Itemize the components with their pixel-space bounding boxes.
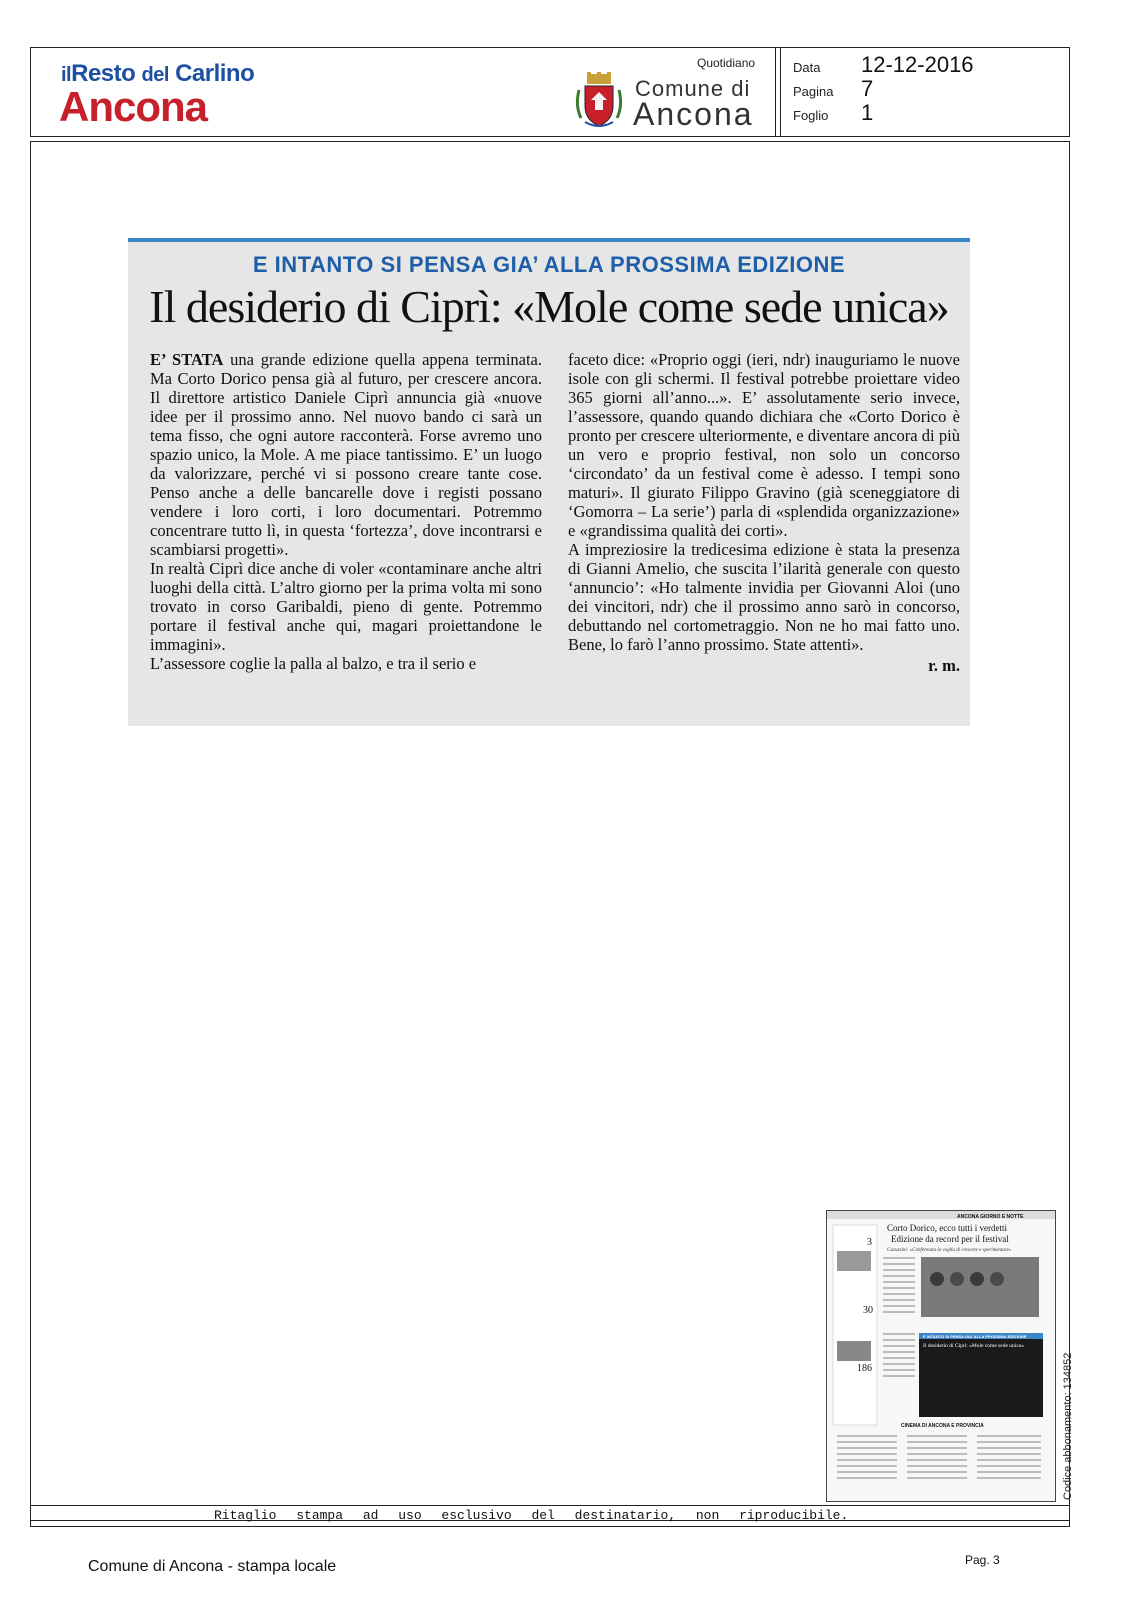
article-paragraph (150, 350, 542, 559)
article-lead: E’ STATA (150, 350, 224, 369)
thumb-headline: Corto Dorico, ecco tutti i verdetti (887, 1223, 1007, 1233)
disclaimer-text: Ritaglio stampa ad uso esclusivo del destinatario, non riproducibile. (214, 1508, 849, 1523)
article-paragraph: faceto dice: «Proprio oggi (ieri, ndr) inauguriamo le nuove isole con gli schermi. Il festival potrebbe proiettare video 365 giorni all’anno...». E’ assolutamente serio invece, l’assessore, quando quando dichiara che «Corto Dorico è pronto per crescere ulteriormente, e diventare ancora di più un vero e proprio festival, non solo un concorso ‘circondato’ da un festival come è adesso. I tempi sono maturi». Il giurato Filippo Gravino (già sceneggiatore di ‘Gomorra – La serie’) parla di «splendida organizzazione» e «grandissima qualità dei corti». (568, 350, 960, 540)
article-headline: Il desiderio di Ciprì: «Mole come sede unica» (149, 281, 949, 332)
pagina-value: 7 (861, 76, 874, 101)
header-divider (780, 48, 781, 136)
newspaper-logo: ilResto del Carlino (61, 60, 255, 87)
data-value: 12-12-2016 (861, 52, 974, 77)
comune-label: Comune di (635, 76, 751, 101)
page-thumbnail-graphic (827, 1211, 1055, 1501)
thumb-subheadline: Cucuzzini: «Confermata la voglia di crescere e sperimentare» (887, 1248, 1012, 1253)
article-column-left (150, 350, 542, 673)
subscription-code: Codice abbonamento: 134852 (1062, 1352, 1074, 1500)
press-header (30, 47, 1070, 137)
thumb-number: 30 (863, 1305, 873, 1316)
header-divider (775, 48, 776, 136)
foglio-label: Foglio (793, 108, 829, 123)
paragraph-text: una grande edizione quella appena terminata. Ma Corto Dorico pensa già al futuro, per crescere ancora. Il direttore artistico Daniele Ciprì annuncia già «nuove idee per il prossimo anno. Nel nuovo bando ci sarà un tema fisso, che ogni autore racconterà. Forse avremo uno spazio unico, la Mole. A me piace tantissimo. E’ un luogo da valorizzare, perché vi si possono creare tante cose. Penso anche a delle bancarelle dove i registi possano vendere i loro corti, i loro documentari. Potremmo concentrare tutto lì, in questa ‘fortezza’, dove incontrarsi e scambiarsi progetti». (150, 350, 543, 559)
publication-type: Quotidiano (697, 56, 756, 70)
page-thumbnail (826, 1210, 1056, 1502)
thumb-cinema-heading: CINEMA DI ANCONA E PROVINCIA (901, 1423, 984, 1429)
author-signature: r. m. (928, 656, 960, 675)
article-paragraph: L’assessore coglie la palla al balzo, e tra il serio e (150, 654, 477, 673)
thumb-inset-kicker: E INTANTO SI PENSA GIA’ ALLA PROSSIMA EDIZIONE (923, 1334, 1027, 1339)
article-paragraph: A impreziosire la tredicesima edizione è stata la presenza di Gianni Amelio, che suscita l’ilarità generale con questo ‘annuncio’: «Ho talmente invidia per Giovanni Aloi (uno dei vincitori, ndr) che il prossimo anno sarò in concorso, debuttando nel cortometraggio. Non ne ho mai fatto uno. Bene, lo farò l’anno prossimo. State attenti». (568, 540, 960, 654)
data-label: Data (793, 60, 821, 75)
thumb-number: 3 (867, 1237, 872, 1248)
article-clipping (128, 238, 970, 726)
thumb-inset-headline: Il desiderio di Ciprì: «Mole come sede unica» (923, 1343, 1024, 1349)
thumb-headline: Edizione da record per il festival (891, 1234, 1009, 1244)
comune-name: Ancona (633, 96, 754, 132)
page-number: Pag. 3 (965, 1553, 1000, 1567)
footer-source: Comune di Ancona - stampa locale (88, 1558, 337, 1575)
thumb-number: 186 (857, 1363, 872, 1374)
pagina-label: Pagina (793, 84, 834, 99)
newspaper-edition: Ancona (59, 83, 208, 130)
foglio-value: 1 (861, 100, 874, 125)
article-paragraph: In realtà Ciprì dice anche di voler «contaminare anche altri luoghi della città. L’altro giorno per la prima volta mi sono trovato in corso Garibaldi, pieno di gente. Potremmo portare il festival anche qui, magari proiettandone le immagini». (150, 559, 542, 654)
article-column-right (568, 350, 960, 675)
thumb-topbar: ANCONA GIORNO E NOTTE (957, 1214, 1024, 1220)
city-crest-icon (571, 70, 627, 132)
article-kicker: E INTANTO SI PENSA GIA’ ALLA PROSSIMA EDIZIONE (252, 252, 846, 277)
